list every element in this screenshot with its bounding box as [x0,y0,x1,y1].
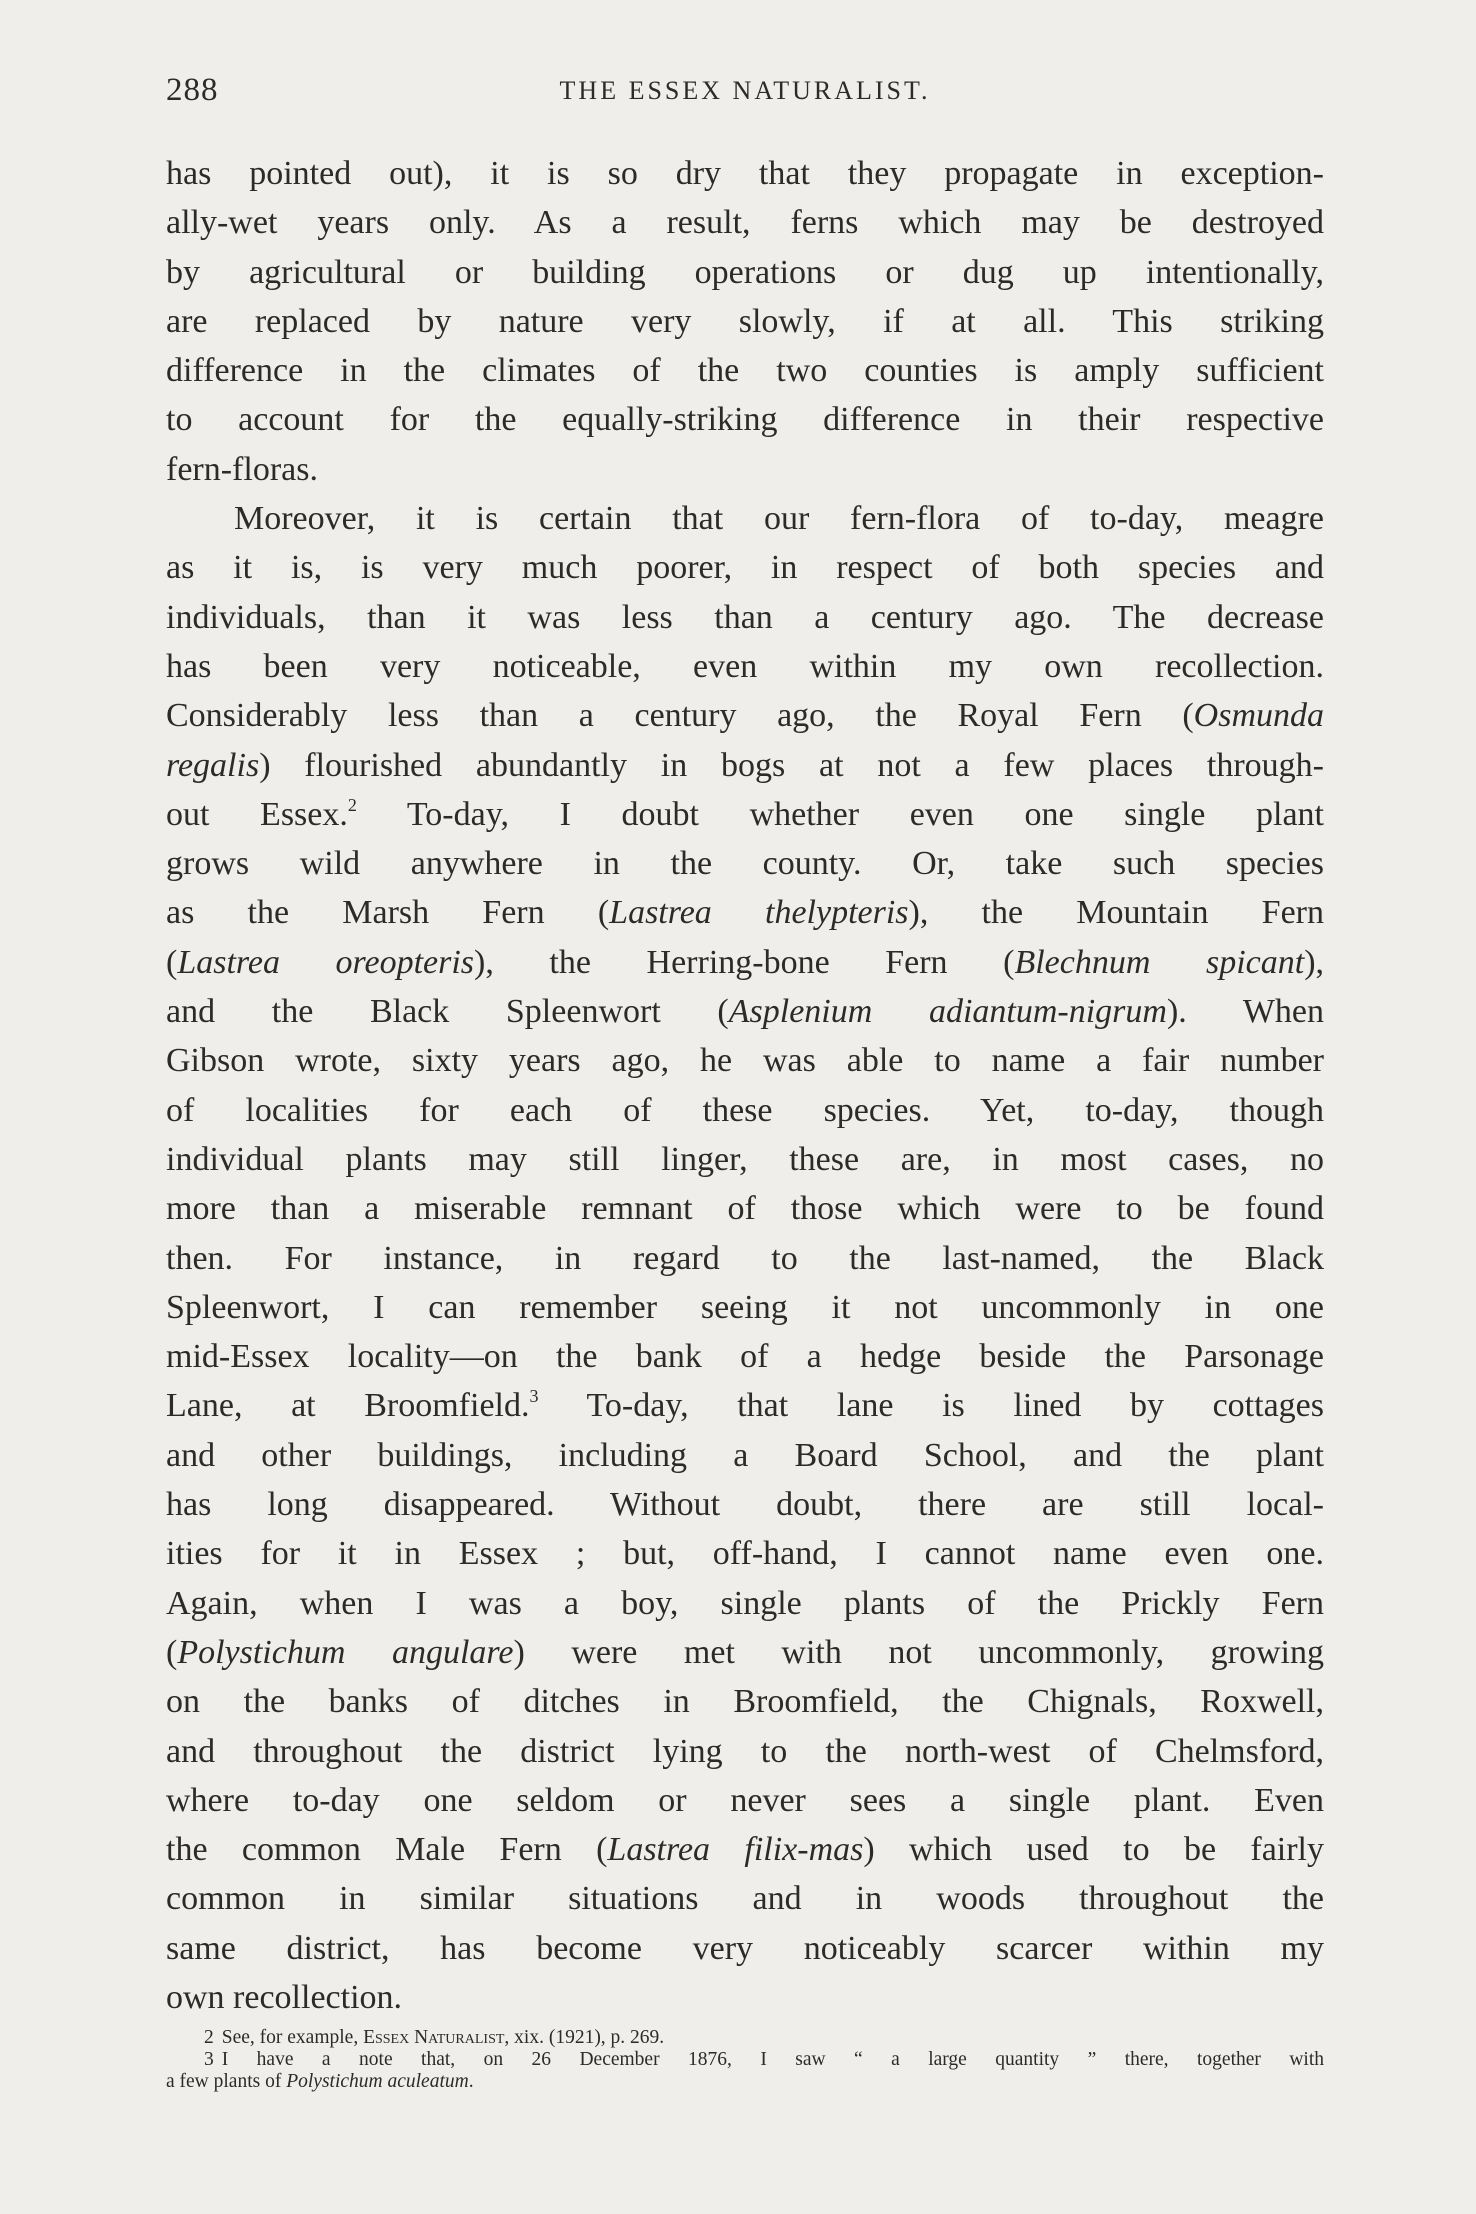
text-run: ally-wet years only. As a result, ferns which may be destroyed [166,204,1324,242]
text-line [166,1776,1324,1825]
footnote-line [166,2027,1324,2049]
page-number: 288 [166,72,219,108]
text-run: on the banks of ditches in Broomfield, the Chignals, Roxwell, [166,1683,1324,1721]
text-line [166,297,1324,346]
text-run: , xix. (1921), p. 269. [504,2027,665,2048]
text-run: Gibson wrote, sixty years ago, he was able to name a fair number [166,1042,1324,1080]
text-line [166,1381,1324,1430]
text-run: Considerably less than a century ago, the Royal Fern ( [166,697,1194,735]
text-line [166,248,1324,297]
text-line [166,149,1324,198]
text-run: as it is, is very much poorer, in respect of both species and [166,549,1324,587]
text-run: Spleenwort, I can remember seeing it not uncommonly in one [166,1288,1324,1326]
text-line [166,346,1324,395]
text-line [166,1332,1324,1381]
text-line [166,1727,1324,1776]
text-run: Moreover, it is certain that our fern-flora of to-day, meagre [234,500,1324,538]
italic-text: Lastrea oreopteris [177,943,475,981]
footnote-ref: 3 [529,1386,539,1407]
text-line [166,494,1324,543]
italic-text: Polystichum aculeatum [286,2071,469,2092]
text-line [166,1036,1324,1085]
text-line [166,445,1324,494]
text-run: Again, when I was a boy, single plants of the Prickly Fern [166,1584,1324,1622]
text-run: ( [166,943,178,981]
text-run: are replaced by nature very slowly, if at all. This striking [166,302,1324,340]
text-run: and throughout the district lying to the north-west of Chelmsford, [166,1732,1324,1770]
text-run: the common Male Fern ( [166,1831,608,1869]
text-run: then. For instance, in regard to the last-named, the Black [166,1239,1324,1277]
text-run: ). When [1166,993,1324,1031]
text-run: ( [166,1633,178,1671]
text-run: mid-Essex locality—on the bank of a hedge beside the Parsonage [166,1338,1324,1376]
text-run: has long disappeared. Without doubt, there are still local- [166,1486,1324,1524]
body-text [166,149,1324,2022]
text-run: a few plants of [166,2071,287,2092]
footnote-ref: 2 [347,794,357,815]
text-run: and the Black Spleenwort ( [166,993,729,1031]
text-run: ), the Mountain Fern [908,894,1324,932]
text-run: Lane, at Broomfield. [166,1387,530,1425]
text-run: as the Marsh Fern ( [166,894,610,932]
text-line [166,1431,1324,1480]
text-line [166,1529,1324,1578]
text-run: and other buildings, including a Board School, and the plant [166,1436,1324,1474]
text-line [166,1579,1324,1628]
running-title: THE ESSEX NATURALIST. [559,76,931,105]
text-line [166,1135,1324,1184]
text-line [166,741,1324,790]
text-line [166,543,1324,592]
italic-text: regalis [166,746,260,784]
text-line [166,839,1324,888]
text-line [166,1973,1324,2022]
text-run: of localities for each of these species. Yet, to-day, though [166,1091,1324,1129]
text-line [166,1825,1324,1874]
text-line [166,1874,1324,1923]
text-run: . [468,2071,474,2092]
footnote-number: 3 [204,2049,214,2070]
text-run: individuals, than it was less than a century ago. The decrease [166,598,1324,636]
text-run: ) flourished abundantly in bogs at not a few places through- [259,746,1324,784]
footnote-number: 2 [204,2027,214,2048]
text-line [166,1184,1324,1233]
text-run: more than a miserable remnant of those which were to be found [166,1190,1324,1228]
text-run: difference in the climates of the two counties is amply sufficient [166,352,1324,390]
text-run: To-day, that lane is lined by cottages [538,1387,1324,1425]
footnote-line [166,2071,1324,2093]
italic-text: Osmunda [1193,697,1324,735]
text-run: to account for the equally-striking difference in their respective [166,401,1324,439]
italic-text: Blechnum spicant [1014,943,1305,981]
text-run: ), [1304,943,1325,981]
italic-text: Asplenium adiantum-nigrum [728,993,1167,1031]
text-line [166,691,1324,740]
text-run: out Essex. [166,795,348,833]
footnotes [166,2027,1324,2093]
text-line [166,593,1324,642]
text-run: individual plants may still linger, these are, in most cases, no [166,1140,1324,1178]
text-run: ities for it in Essex ; but, off-hand, I cannot name even one. [166,1535,1324,1573]
text-run: ) were met with not uncommonly, growing [513,1633,1324,1671]
small-caps-text: Essex Naturalist [363,2027,505,2048]
text-line [166,1677,1324,1726]
italic-text: Polystichum angulare [177,1633,514,1671]
text-run: To-day, I doubt whether even one single plant [356,795,1324,833]
text-line [166,642,1324,691]
text-line [166,1924,1324,1973]
text-line [166,198,1324,247]
text-run: See, for example, [221,2027,364,2048]
text-run: own recollection. [166,1978,403,2016]
text-run: has been very noticeable, even within my own recollection. [166,647,1324,685]
text-line [166,1480,1324,1529]
text-run: has pointed out), it is so dry that they propagate in exception- [166,155,1324,192]
page-header [166,72,1324,116]
text-run: ) which used to be fairly [863,1831,1325,1869]
text-line [166,790,1324,839]
text-run: common in similar situations and in woods throughout the [166,1880,1324,1918]
text-line [166,1234,1324,1283]
text-line [166,1086,1324,1135]
footnote-line [166,2049,1324,2071]
text-run: fern-floras. [166,450,318,488]
text-line [166,395,1324,444]
text-run: I have a note that, on 26 December 1876, I saw “ a large quantity ” there, together with [221,2049,1324,2070]
text-line [166,1283,1324,1332]
italic-text: Lastrea thelypteris [609,894,909,932]
text-run: same district, has become very noticeably scarcer within my [166,1929,1324,1967]
italic-text: Lastrea filix-mas [607,1831,864,1869]
text-line [166,938,1324,987]
text-run: by agricultural or building operations or dug up intentionally, [166,253,1324,291]
text-line [166,1628,1324,1677]
text-line [166,888,1324,937]
text-run: ), the Herring-bone Fern ( [474,943,1015,981]
text-line [166,987,1324,1036]
text-run: grows wild anywhere in the county. Or, take such species [166,845,1324,883]
text-run: where to-day one seldom or never sees a single plant. Even [166,1781,1324,1819]
